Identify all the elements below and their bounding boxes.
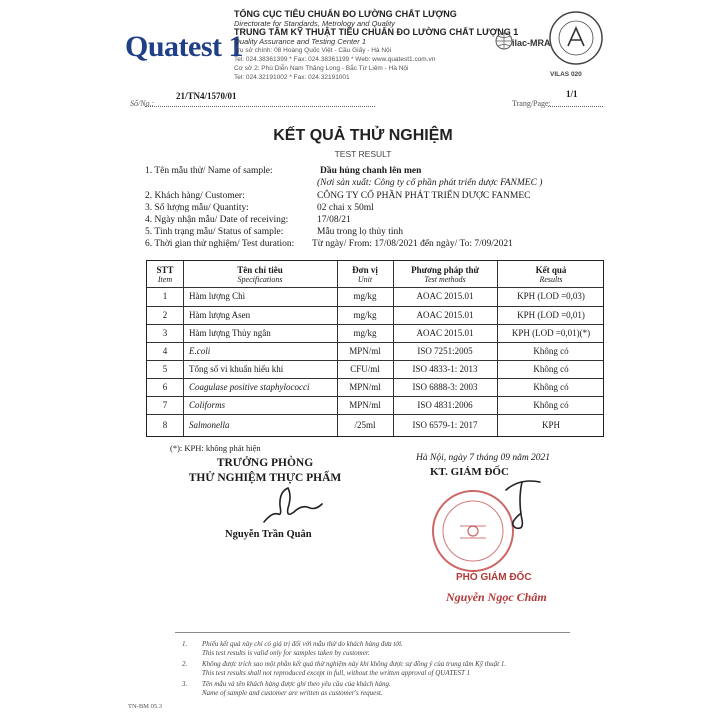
col-header-item: STT Item xyxy=(156,265,174,284)
table-cell-method: AOAC 2015.01 xyxy=(416,291,474,301)
table-cell-spec: Hàm lượng Thủy ngân xyxy=(189,328,271,338)
results-table xyxy=(146,260,604,437)
table-cell-item: 2 xyxy=(162,310,168,320)
sample-origin: (Nơi sản xuất: Công ty cổ phần phát triển dược FANMEC ) xyxy=(317,178,543,188)
duration-value: Từ ngày/ From: 17/08/2021 đến ngày/ To: 7/09/2021 xyxy=(312,239,513,249)
table-note: (*): KPH: không phát hiện xyxy=(170,443,261,453)
dept-title: TRƯỞNG PHÒNG THỬ NGHIỆM THỰC PHẨM xyxy=(188,457,342,484)
table-cell-result: Không có xyxy=(533,400,569,410)
center-name: TRUNG TÂM KỸ THUẬT TIÊU CHUẨN ĐO LƯỜNG CHẤT LƯỢNG 1 xyxy=(234,27,519,37)
table-cell-result: KPH (LOD =0,03) xyxy=(517,291,585,301)
doc-number: 21/TN4/1570/01 xyxy=(176,91,237,101)
table-cell-unit: /25ml xyxy=(354,420,376,430)
duration-label: 6. Thời gian thử nghiệm/ Test duration: xyxy=(145,239,295,249)
table-cell-method: ISO 6888-3: 2003 xyxy=(412,382,478,392)
place-date: Hà Nội, ngày 7 tháng 09 năm 2021 xyxy=(416,453,551,463)
table-cell-result: KPH (LOD =0,01)(*) xyxy=(511,328,591,338)
table-cell-unit: CFU/ml xyxy=(350,364,380,374)
received-value: 17/08/21 xyxy=(317,215,351,225)
footnote-3-vi: Tên mẫu và tên khách hàng được ghi theo yêu cầu của khách hàng. xyxy=(202,680,391,688)
page-number: 1/1 xyxy=(566,89,578,99)
branch-address: Cơ sở 2: Phú Diễn Nam Thăng Long - Bắc Từ Liêm - Hà Nội xyxy=(234,65,409,72)
hq-contact: Tel: 024.38361399 * Fax: 024.38361199 * Web: www.quatest1.com.vn xyxy=(234,56,436,63)
page-number-line xyxy=(548,106,603,107)
table-cell-result: Không có xyxy=(533,364,569,374)
status-value: Mẫu trong lọ thủy tinh xyxy=(317,227,404,237)
table-cell-spec: E.coli xyxy=(189,346,211,356)
table-cell-method: ISO 4831:2006 xyxy=(417,400,473,410)
table-cell-unit: MPN/ml xyxy=(349,400,381,410)
quantity-value: 02 chai x 50ml xyxy=(317,203,374,213)
table-cell-method: ISO 6579-1: 2017 xyxy=(412,420,478,430)
table-cell-spec: Salmonella xyxy=(189,420,230,430)
customer-value: CÔNG TY CỔ PHẦN PHÁT TRIỂN DƯỢC FANMEC xyxy=(317,191,531,201)
footnote-2-vi: Không được trích sao một phần kết quả thử nghiệm này khi không được sự đồng ý của trung tâm Kỹ thuật 1. xyxy=(202,660,507,668)
received-label: 4. Ngày nhận mẫu/ Date of receiving: xyxy=(145,215,289,225)
director-title: KT. GIÁM ĐỐC xyxy=(430,466,509,478)
table-cell-item: 4 xyxy=(162,346,168,356)
signature-quan xyxy=(258,484,328,529)
footnote-3-en: Name of sample and customer are written as customer's request. xyxy=(202,689,383,697)
table-cell-item: 5 xyxy=(162,364,168,374)
table-cell-result: Không có xyxy=(533,382,569,392)
table-cell-result: Không có xyxy=(533,346,569,356)
status-label: 5. Tình trạng mẫu/ Status of sample: xyxy=(145,227,284,237)
doc-number-line xyxy=(145,106,375,107)
report-title: KẾT QUẢ THỬ NGHIỆM xyxy=(273,127,453,144)
customer-label: 2. Khách hàng/ Customer: xyxy=(145,191,245,201)
table-cell-item: 1 xyxy=(162,291,168,301)
table-cell-spec: Hàm lượng Asen xyxy=(189,310,251,320)
page-number-label: Trang/Page: xyxy=(512,99,551,108)
col-header-method: Phương pháp thử Test methods xyxy=(411,265,479,284)
doc-number-label: Số/No.: xyxy=(130,99,155,108)
table-cell-unit: mg/kg xyxy=(353,310,377,320)
table-cell-method: ISO 7251:2005 xyxy=(417,346,473,356)
table-cell-result: KPH (LOD =0,01) xyxy=(517,310,585,320)
footnote-divider xyxy=(175,632,570,633)
col-header-result: Kết quả Results xyxy=(535,265,567,284)
table-cell-item: 6 xyxy=(162,382,168,392)
quantity-label: 3. Số lượng mẫu/ Quantity: xyxy=(145,203,249,213)
table-cell-method: AOAC 2015.01 xyxy=(416,310,474,320)
signer-name-cham: Nguyễn Ngọc Châm xyxy=(446,590,547,604)
test-report-page: Quatest 1 TỔNG CỤC TIÊU CHUẨN ĐO LƯỜNG CHẤT LƯỢNG Directorate for Standards, Metrology and Quality TRUNG TÂM KỸ THUẬT TIÊU CHUẨN ĐO LƯỜNG CHẤT LƯỢNG 1 Quality Assurance and Testing Center 1 Trụ sở chính: 08 Hoàng Quốc Việt - Cầu Giấy - Hà Nội Tel: 024.38361399 * Fax: 024.38361199 * Web: www.quatest1.com.vn Cơ sở 2: Phú Diễn Nam Thăng Long - Bắc Từ Liêm - Hà Nội Tel: 024.32191002 * Fax: 024.32191001 ilac-MRA VILAS 020 Số/No.: 21/TN4/1570/01 1/1 Trang/Page: KẾT QUẢ THỬ NGHIỆM TEST RESULT 1. Tên mẫu thử/ Name of sample: Dầu húng chanh lên men (Nơi sản xuất: Công ty cổ phần phát triển dược FANMEC ) 2. Khách hàng/ Customer: CÔNG TY CỔ PHẦN PHÁT TRIỂN DƯỢC FANMEC 3. Số lượng mẫu/ Quantity: 02 chai x 50ml 4. Ngày nhận mẫu/ Date of receiving: 17/08/21 5. Tình trạng mẫu/ Status of sample: Mẫu trong lọ thủy tinh 6. Thời gian thử nghiệm/ Test duration: Từ ngày/ From: 17/08/2021 đến ngày/ To: 7/09/2021 STT Item Tên chỉ tiêu Specifications Đơn vị Unit Phương pháp thử Test methods Kết quả Results 1 Hàm lượng Chì mg/kg AOAC 2015.01 KPH (LOD =0,03) 2 Hàm lượng Asen mg/kg AOAC 2015.01 KPH (LOD =0,01) 3 Hàm lượng Thủy ngân mg/kg AOAC 2015.01 KPH (LOD =0,01)(*) 4 E.coli MPN/ml ISO 7251:2005 Không có 5 Tổng số vi khuẩn hiếu khí CFU/ml ISO 4833-1: 2013 Không có 6 Coagulase positive staphylococci MPN/ml ISO 6888-3: 2003 Không có 7 Coliforms MPN/ml ISO 4831:2006 Không có 8 Salmonella /25ml ISO 6579-1: 2017 KPH (*): KPH: không phát hiện Hà Nội, ngày 7 tháng 09 năm 2021 TRƯỞNG PHÒNG THỬ NGHIỆM THỰC PHẨM KT. GIÁM ĐỐC Nguyễn Trần Quân PHÓ GIÁM ĐỐC Nguyễn Ngọc Châm 1. Phiếu kết quả này chỉ có giá trị đối với mẫu thử do khách hàng đưa tới. This test results is valid only for samples taken by customer. 2. Không được trích sao một phần kết quả thử nghiệm này khi không được sự đồng ý của trung tâm Kỹ thuật 1. This test results shall not reproduced except in full, without the written approval of QUATEST 1 3. Tên mẫu và tên khách hàng được ghi theo yêu cầu của khách hàng. Name of sample and customer are written as customer's request. TN-BM 05.3 xyxy=(0,0,726,726)
table-cell-method: ISO 4833-1: 2013 xyxy=(412,364,478,374)
header-block xyxy=(234,9,519,82)
col-header-unit: Đơn vị Unit xyxy=(352,265,378,284)
accreditation-seal-icon xyxy=(548,10,604,66)
table-cell-spec: Tổng số vi khuẩn hiếu khí xyxy=(189,364,284,374)
center-name-en: Quality Assurance and Testing Center 1 xyxy=(234,37,367,46)
signer-name-quan: Nguyễn Trần Quân xyxy=(225,529,312,540)
quatest-logo: Quatest 1 xyxy=(125,30,243,63)
table-cell-item: 3 xyxy=(162,328,168,338)
vilas-code: VILAS 020 xyxy=(550,71,582,78)
ilac-mra-mark: ilac-MRA xyxy=(512,38,551,48)
footnote-2-en: This test results shall not reproduced except in full, without the written approval of QUATEST 1 xyxy=(202,669,471,677)
table-cell-unit: mg/kg xyxy=(353,328,377,338)
table-cell-item: 7 xyxy=(162,400,168,410)
table-cell-result: KPH xyxy=(541,420,560,430)
hq-address: Trụ sở chính: 08 Hoàng Quốc Việt - Cầu Giấy - Hà Nội xyxy=(234,47,392,54)
sample-label: 1. Tên mẫu thử/ Name of sample: xyxy=(145,166,273,176)
table-cell-unit: mg/kg xyxy=(353,291,377,301)
table-cell-spec: Coliforms xyxy=(189,400,226,410)
signature-cham xyxy=(500,470,545,535)
sample-value: Dầu húng chanh lên men xyxy=(320,166,422,176)
table-cell-item: 8 xyxy=(162,420,168,430)
report-subtitle: TEST RESULT xyxy=(334,149,392,159)
branch-contact: Tel: 024.32191002 * Fax: 024.32191001 xyxy=(234,74,350,81)
vice-director-title: PHÓ GIÁM ĐỐC xyxy=(456,572,532,583)
table-cell-unit: MPN/ml xyxy=(349,382,381,392)
table-cell-spec: Hàm lượng Chì xyxy=(189,291,246,301)
footnote-1-en: This test results is valid only for samples taken by customer. xyxy=(202,649,370,657)
table-cell-spec: Coagulase positive staphylococci xyxy=(189,382,310,392)
form-code: TN-BM 05.3 xyxy=(128,703,162,710)
footnote-1-vi: Phiếu kết quả này chỉ có giá trị đối với mẫu thử do khách hàng đưa tới. xyxy=(202,640,403,648)
table-cell-unit: MPN/ml xyxy=(349,346,381,356)
table-cell-method: AOAC 2015.01 xyxy=(416,328,474,338)
col-header-spec: Tên chỉ tiêu Specifications xyxy=(237,265,283,284)
agency-name: TỔNG CỤC TIÊU CHUẨN ĐO LƯỜNG CHẤT LƯỢNG xyxy=(234,9,457,19)
agency-name-en: Directorate for Standards, Metrology and Quality xyxy=(234,19,395,28)
